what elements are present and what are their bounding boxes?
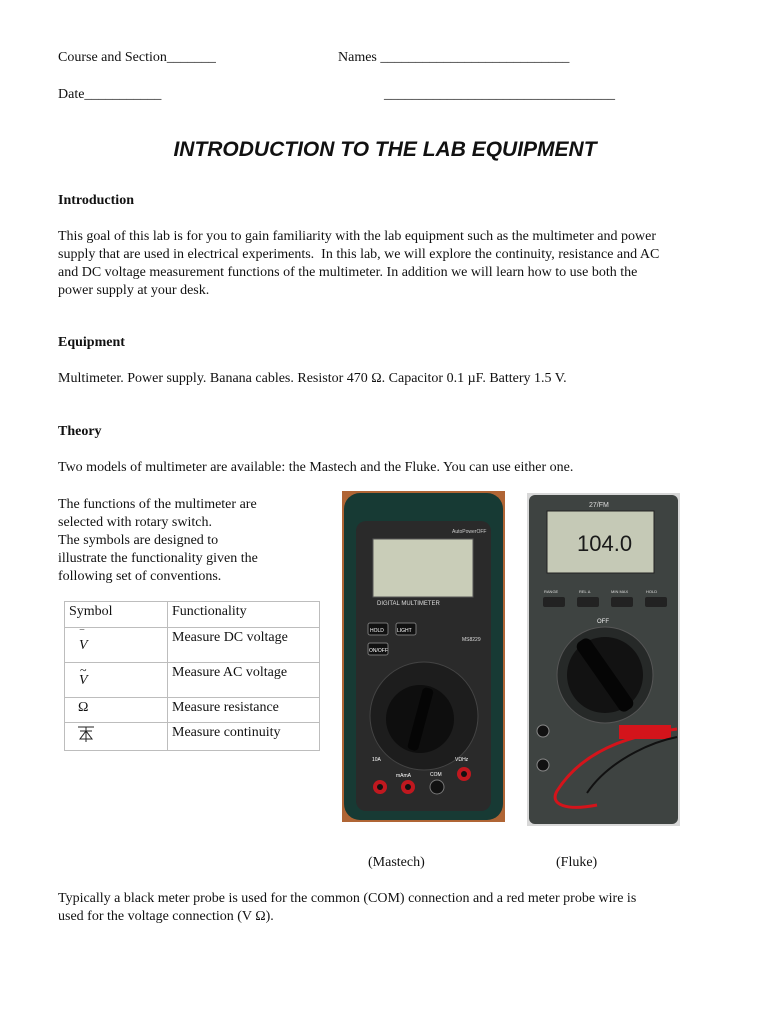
functions-line: The functions of the multimeter are — [58, 497, 257, 512]
fluke-rel-label: REL Δ — [579, 589, 591, 594]
table-header-symbol: Symbol — [65, 602, 168, 628]
fluke-multimeter-illustration — [527, 493, 680, 826]
mastech-power-label: ON/OFF — [369, 648, 388, 654]
equipment-heading: Equipment — [58, 335, 125, 350]
course-section-field: Course and Section_______ — [58, 50, 216, 65]
mastech-jack-com-label: COM — [430, 772, 442, 778]
mastech-model-label: MS8229 — [462, 637, 481, 643]
dc-mark: ‾ — [80, 628, 84, 642]
fluke-jack-com — [537, 759, 549, 771]
fluke-jack-a — [537, 725, 549, 737]
ac-voltage-function: Measure AC voltage — [168, 663, 320, 698]
fluke-rel-button — [577, 597, 599, 607]
functions-line: illustrate the functionality given the — [58, 551, 258, 566]
closing-line: Typically a black meter probe is used for the common (COM) connection and a red meter probe wire is — [58, 891, 637, 906]
symbol-table — [64, 601, 320, 751]
introduction-line: power supply at your desk. — [58, 283, 210, 298]
introduction-line: This goal of this lab is for you to gain familiarity with the lab equipment such as the multimeter and power — [58, 229, 656, 244]
introduction-line: and DC voltage measurement functions of the multimeter. In addition we will learn how to use both the — [58, 265, 638, 280]
closing-line: used for the voltage connection (V Ω). — [58, 909, 274, 924]
mastech-jack-10a-label: 10A — [372, 757, 381, 763]
dc-voltage-function: Measure DC voltage — [168, 628, 320, 663]
introduction-line: supply that are used in electrical experiments. In this lab, we will explore the continuity, resistance and AC — [58, 247, 660, 262]
mastech-multimeter-illustration — [342, 491, 505, 822]
fluke-reading: 104.0 — [577, 531, 633, 556]
fluke-hold-label: HOLD — [646, 589, 658, 594]
ac-voltage-symbol — [65, 663, 168, 698]
mastech-jack-v-label: VΩHz — [455, 757, 469, 763]
page-title: INTRODUCTION TO THE LAB EQUIPMENT — [173, 138, 597, 161]
mastech-jack-v-hole — [461, 771, 467, 777]
introduction-paragraph — [58, 228, 710, 300]
dc-voltage-letter: V — [79, 638, 88, 653]
dc-voltage-symbol — [65, 628, 168, 663]
fluke-minmax-button — [611, 597, 633, 607]
introduction-heading: Introduction — [58, 193, 134, 208]
fluke-hold-button — [645, 597, 667, 607]
functions-line: The symbols are designed to — [58, 533, 219, 548]
theory-intro: Two models of multimeter are available: the Mastech and the Fluke. You can use either one. — [58, 460, 574, 475]
mastech-hold-label: HOLD — [370, 628, 384, 634]
fluke-range-button — [543, 597, 565, 607]
fluke-model-label: 27/FM — [589, 502, 609, 509]
ac-voltage-letter: V — [79, 673, 88, 688]
closing-paragraph — [58, 890, 710, 926]
functions-line: following set of conventions. — [58, 569, 222, 584]
table-row — [65, 698, 320, 723]
continuity-symbol — [65, 723, 168, 751]
continuity-icon — [77, 725, 95, 743]
table-row — [65, 628, 320, 663]
fluke-minmax-label: MIN MAX — [611, 589, 629, 594]
table-row — [65, 663, 320, 698]
mastech-jack-com — [430, 780, 444, 794]
names-field-line2: _________________________________ — [384, 87, 615, 102]
continuity-function: Measure continuity — [168, 723, 320, 751]
mastech-autopower-label: AutoPowerOFF — [452, 529, 487, 535]
mastech-jack-ma-hole — [405, 784, 411, 790]
functions-line: selected with rotary switch. — [58, 515, 212, 530]
resistance-function: Measure resistance — [168, 698, 320, 723]
mastech-caption: (Mastech) — [368, 855, 425, 870]
table-header-functionality: Functionality — [168, 602, 320, 628]
fluke-photo — [527, 493, 680, 826]
theory-heading: Theory — [58, 424, 102, 439]
table-row — [65, 723, 320, 751]
mastech-photo — [342, 491, 505, 822]
names-field: Names ___________________________ — [338, 50, 570, 65]
fluke-off-label: OFF — [597, 619, 609, 625]
resistance-symbol: Ω — [65, 698, 168, 723]
mastech-brand-label: DIGITAL MULTIMETER — [377, 601, 440, 607]
mastech-jack-10a-hole — [377, 784, 383, 790]
table-header-row — [65, 602, 320, 628]
fluke-caption: (Fluke) — [556, 855, 598, 870]
mastech-light-label: LIGHT — [397, 628, 412, 634]
mastech-jack-ma-label: mAmA — [396, 773, 411, 779]
date-field: Date___________ — [58, 87, 162, 102]
ac-mark: ~ — [80, 663, 87, 677]
equipment-list: Multimeter. Power supply. Banana cables. Resistor 470 Ω. Capacitor 0.1 µF. Battery 1.5 V. — [58, 371, 567, 386]
theory-functions-text — [58, 496, 258, 586]
fluke-range-label: RANGE — [544, 589, 559, 594]
mastech-lcd — [373, 539, 473, 597]
